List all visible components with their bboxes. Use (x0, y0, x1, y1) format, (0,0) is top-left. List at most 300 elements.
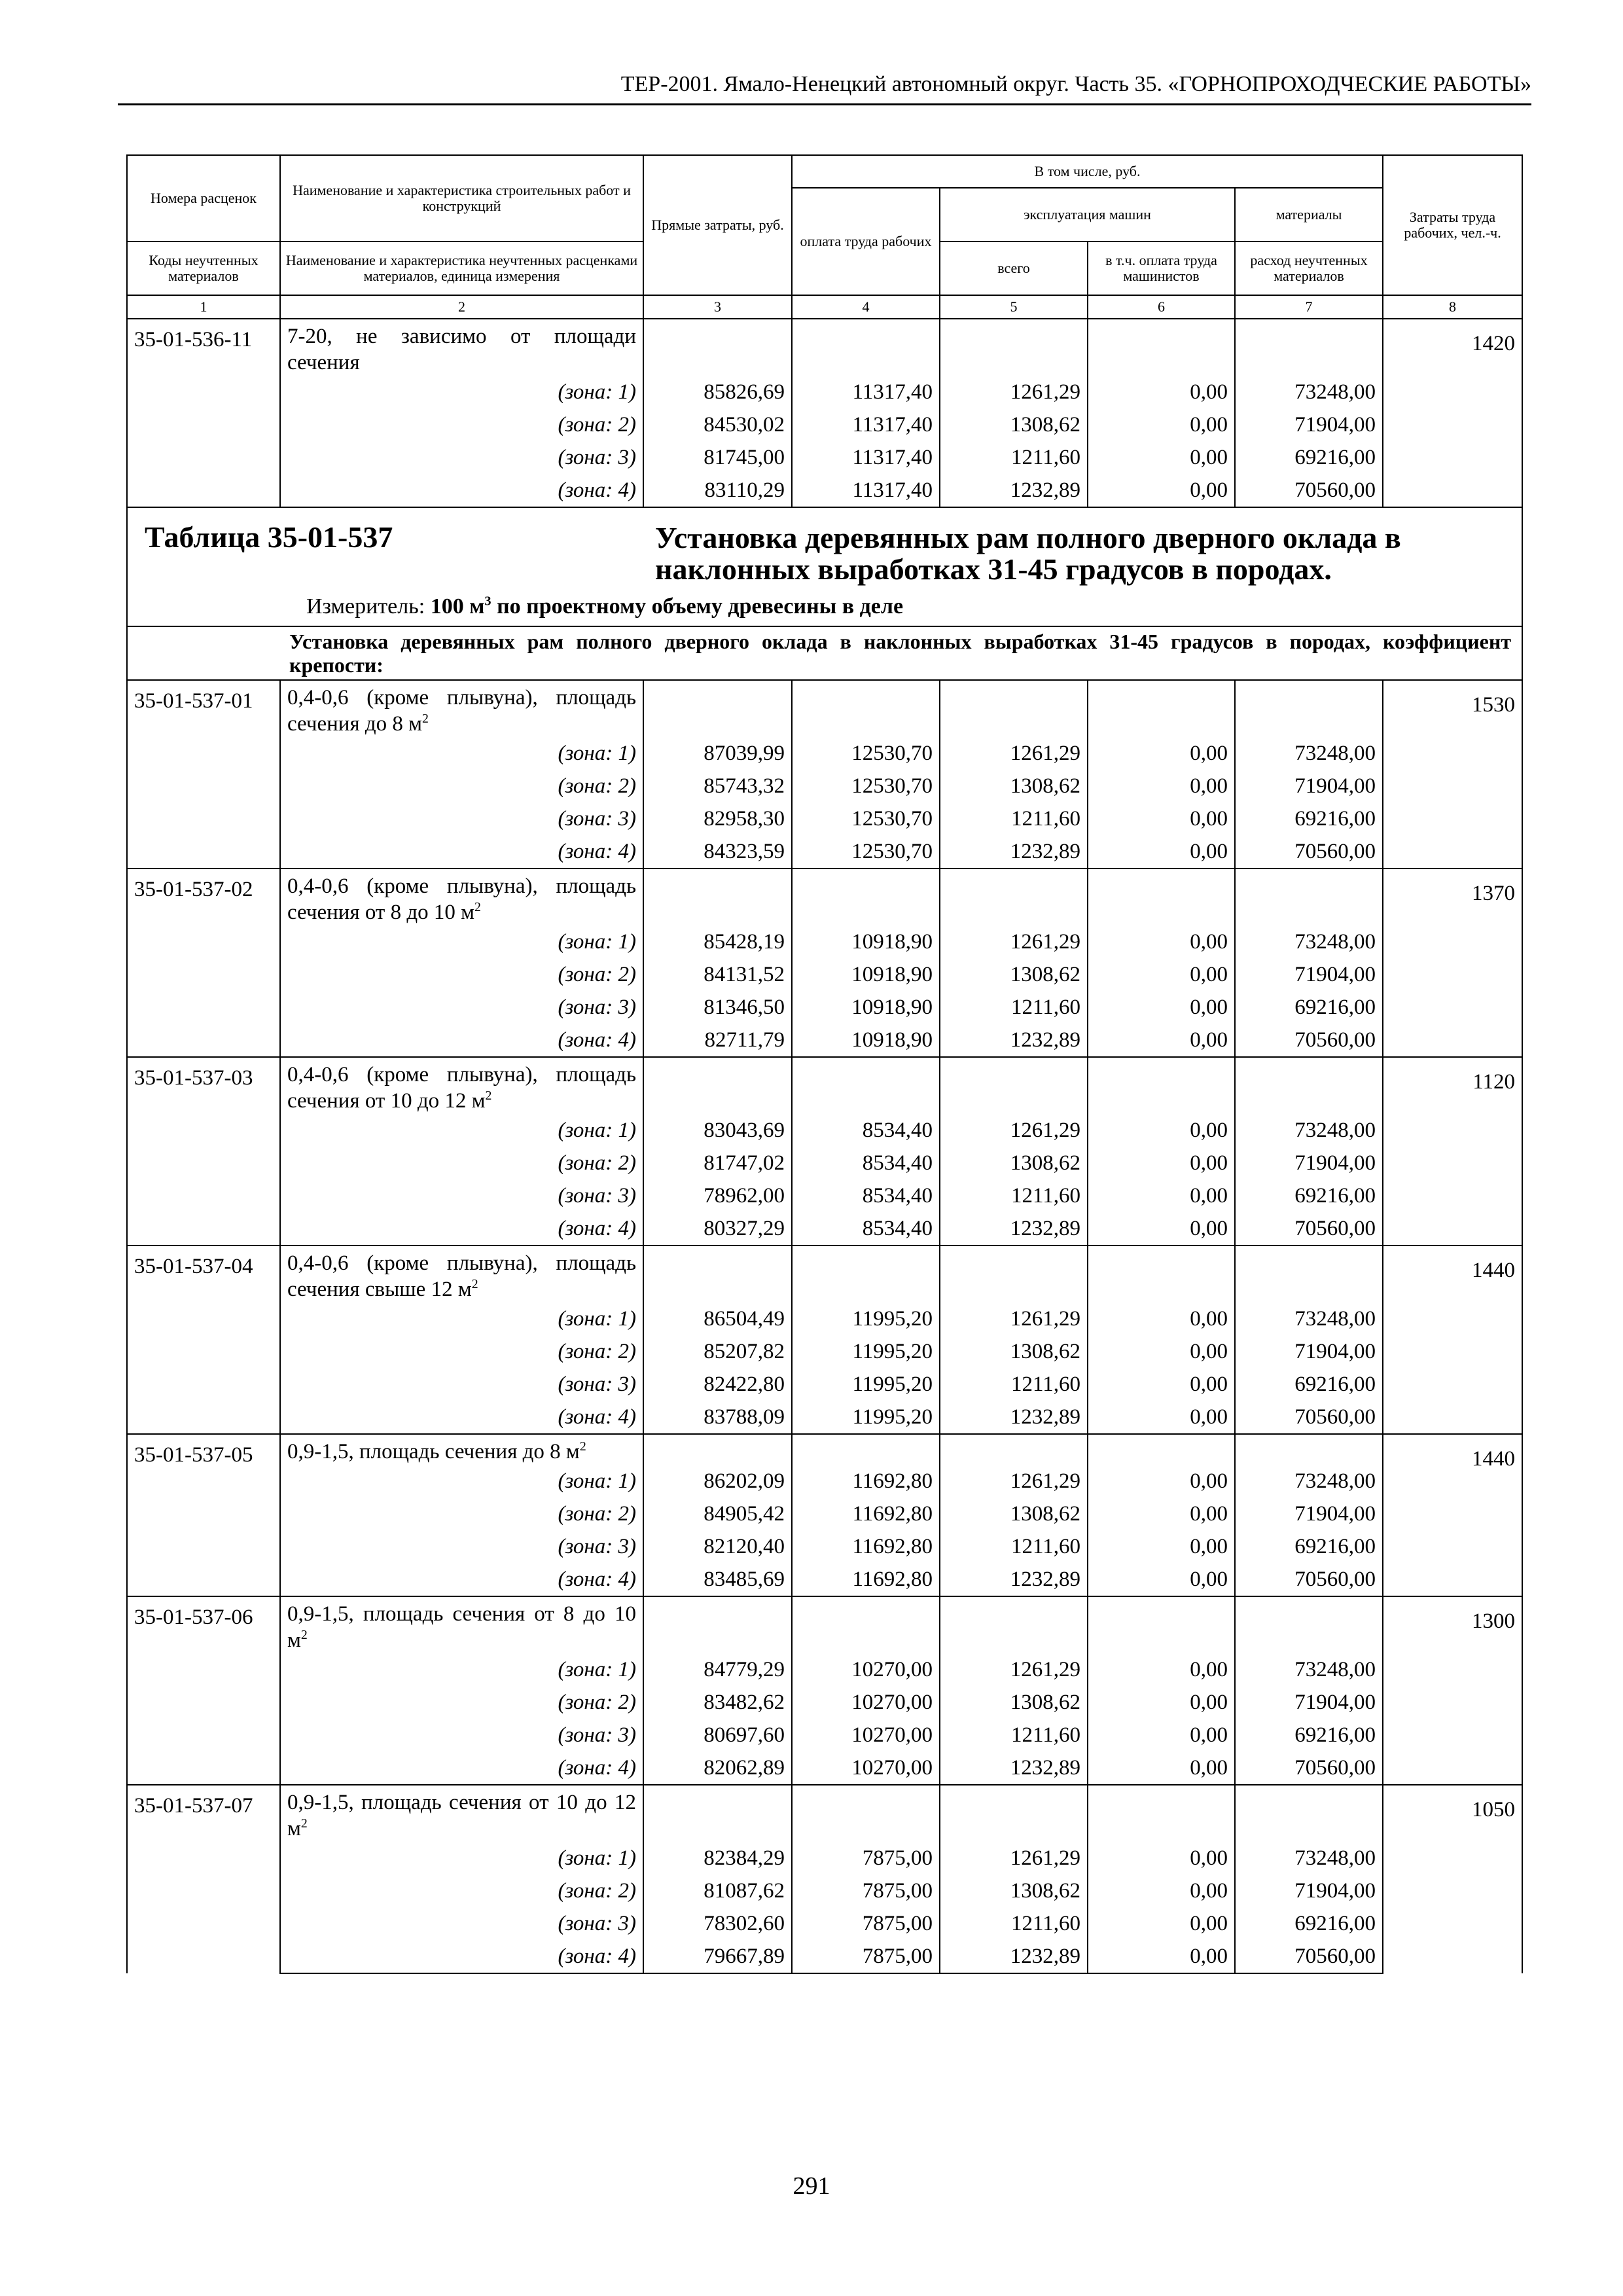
material-use: 69216,00 (1235, 1179, 1383, 1212)
rate-description: 0,9-1,5, площадь сечения до 8 $м^2$ (280, 1434, 643, 1465)
header-rule (118, 103, 1531, 105)
material-use: 70560,00 (1235, 1401, 1383, 1434)
material-use: 70560,00 (1235, 1563, 1383, 1596)
material-use: 69216,00 (1235, 991, 1383, 1024)
direct-cost: 83482,62 (643, 1686, 792, 1719)
materials-cell (1235, 1596, 1383, 1653)
labor-pay: 11317,40 (792, 376, 940, 408)
labor-pay: 11692,80 (792, 1530, 940, 1563)
labor-pay: 11317,40 (792, 441, 940, 474)
zone-row (127, 1874, 1522, 1907)
col-head-material-names: Наименование и характеристика неучтенных расценками материалов, единица измерения (280, 242, 643, 295)
col-head-machinist-pay: в т.ч. оплата труда машинистов (1088, 242, 1235, 295)
labor-pay-cell (792, 319, 940, 376)
machinist-pay: 0,00 (1088, 1907, 1235, 1940)
direct-cost-cell (643, 680, 792, 737)
direct-cost: 83788,09 (643, 1401, 792, 1434)
machinist-pay: 0,00 (1088, 474, 1235, 507)
zone-label: (зона: 3) (280, 441, 643, 474)
running-header: ТЕР-2001. Ямало-Ненецкий автономный округ. Часть 35. «ГОРНОПРОХОДЧЕСКИЕ РАБОТЫ» (620, 72, 1531, 96)
zone-row (127, 1530, 1522, 1563)
zone-row (127, 1147, 1522, 1179)
labor-cost: 1050 (1383, 1785, 1522, 1973)
labor-pay: 8534,40 (792, 1212, 940, 1246)
machinist-pay: 0,00 (1088, 1751, 1235, 1785)
zone-label: (зона: 1) (280, 925, 643, 958)
material-use: 71904,00 (1235, 770, 1383, 802)
zone-row (127, 1114, 1522, 1147)
labor-cost: 1440 (1383, 1246, 1522, 1434)
direct-cost: 78962,00 (643, 1179, 792, 1212)
machinist-pay: 0,00 (1088, 1147, 1235, 1179)
zone-row (127, 835, 1522, 869)
table-row (127, 1596, 1522, 1653)
table-row (127, 1246, 1522, 1302)
machines-cell (940, 869, 1088, 925)
machinist-pay-cell (1088, 1785, 1235, 1842)
materials-cell (1235, 1434, 1383, 1465)
direct-cost: 84323,59 (643, 835, 792, 869)
material-use: 73248,00 (1235, 737, 1383, 770)
zone-row (127, 1653, 1522, 1686)
direct-cost: 82958,30 (643, 802, 792, 835)
zone-row (127, 737, 1522, 770)
direct-cost: 84131,52 (643, 958, 792, 991)
direct-cost: 86504,49 (643, 1302, 792, 1335)
machines-cell (940, 319, 1088, 376)
rate-code: 35-01-537-02 (127, 869, 280, 1057)
machines-total: 1232,89 (940, 1401, 1088, 1434)
page-number: 291 (793, 2172, 830, 2200)
machines-total: 1211,60 (940, 991, 1088, 1024)
zone-label: (зона: 4) (280, 1751, 643, 1785)
table-header (127, 155, 1522, 319)
labor-pay: 11317,40 (792, 474, 940, 507)
labor-pay-cell (792, 680, 940, 737)
zone-label: (зона: 1) (280, 1114, 643, 1147)
machinist-pay: 0,00 (1088, 991, 1235, 1024)
direct-cost-cell (643, 1246, 792, 1302)
measure-rest: по проектному объему древесины в деле (497, 594, 904, 619)
materials-cell (1235, 1246, 1383, 1302)
col-head-including: В том числе, руб. (792, 155, 1383, 188)
machinist-pay: 0,00 (1088, 1498, 1235, 1530)
rate-code: 35-01-537-03 (127, 1057, 280, 1246)
labor-pay: 12530,70 (792, 835, 940, 869)
col-number: 1 (127, 295, 280, 319)
zone-row (127, 408, 1522, 441)
machines-cell (940, 1785, 1088, 1842)
machines-total: 1261,29 (940, 1842, 1088, 1874)
zone-label: (зона: 4) (280, 474, 643, 507)
machines-total: 1232,89 (940, 1212, 1088, 1246)
machines-total: 1232,89 (940, 1751, 1088, 1785)
machinist-pay: 0,00 (1088, 1719, 1235, 1751)
labor-cost: 1120 (1383, 1057, 1522, 1246)
machinist-pay: 0,00 (1088, 1874, 1235, 1907)
table-row (127, 1434, 1522, 1465)
labor-pay-cell (792, 1057, 940, 1114)
machinist-pay-cell (1088, 1596, 1235, 1653)
col-number: 5 (940, 295, 1088, 319)
zone-label: (зона: 4) (280, 835, 643, 869)
zone-label: (зона: 3) (280, 1907, 643, 1940)
machinist-pay: 0,00 (1088, 1335, 1235, 1368)
rate-description: 7-20, не зависимо от площади сечения (280, 319, 643, 376)
table-row (127, 680, 1522, 737)
machines-total: 1308,62 (940, 770, 1088, 802)
machinist-pay: 0,00 (1088, 1563, 1235, 1596)
machinist-pay-cell (1088, 869, 1235, 925)
labor-pay: 8534,40 (792, 1179, 940, 1212)
rate-code: 35-01-537-05 (127, 1434, 280, 1596)
labor-pay-cell (792, 1785, 940, 1842)
machinist-pay: 0,00 (1088, 835, 1235, 869)
machinist-pay-cell (1088, 680, 1235, 737)
table-row (127, 1057, 1522, 1114)
col-head-labor-pay: оплата труда рабочих (792, 188, 940, 295)
machinist-pay: 0,00 (1088, 441, 1235, 474)
zone-row (127, 1179, 1522, 1212)
machines-total: 1232,89 (940, 835, 1088, 869)
machines-total: 1261,29 (940, 1302, 1088, 1335)
rate-code: 35-01-537-04 (127, 1246, 280, 1434)
direct-cost: 81346,50 (643, 991, 792, 1024)
group-title: Установка деревянных рам полного дверного оклада в наклонных выработках 31-45 градусов в породах, коэффициент крепости: (127, 626, 1522, 680)
zone-label: (зона: 1) (280, 737, 643, 770)
measure-line (145, 592, 1505, 622)
labor-pay: 7875,00 (792, 1842, 940, 1874)
labor-pay: 10918,90 (792, 991, 940, 1024)
machines-total: 1308,62 (940, 958, 1088, 991)
zone-row (127, 1907, 1522, 1940)
table-number: Таблица 35-01-537 (145, 520, 393, 554)
material-use: 69216,00 (1235, 1368, 1383, 1401)
measure-value: 100 $м^3$ (430, 594, 491, 619)
col-head-labor-cost: Затраты труда рабочих, чел.-ч. (1383, 155, 1522, 295)
rate-description: 0,4-0,6 (кроме плывуна), площадь сечения от 10 до 12 $м^2$ (280, 1057, 643, 1114)
zone-row (127, 991, 1522, 1024)
table-row (127, 1785, 1522, 1842)
zone-row (127, 376, 1522, 408)
machines-total: 1211,60 (940, 802, 1088, 835)
zone-label: (зона: 2) (280, 1147, 643, 1179)
machines-total: 1261,29 (940, 1114, 1088, 1147)
labor-pay-cell (792, 869, 940, 925)
machines-total: 1261,29 (940, 1653, 1088, 1686)
labor-pay: 10918,90 (792, 1024, 940, 1057)
zone-label: (зона: 3) (280, 1368, 643, 1401)
machinist-pay: 0,00 (1088, 1465, 1235, 1498)
machinist-pay: 0,00 (1088, 1686, 1235, 1719)
machines-total: 1308,62 (940, 1686, 1088, 1719)
col-number: 4 (792, 295, 940, 319)
machines-total: 1232,89 (940, 1024, 1088, 1057)
zone-row (127, 474, 1522, 507)
material-use: 69216,00 (1235, 441, 1383, 474)
direct-cost: 82120,40 (643, 1530, 792, 1563)
material-use: 71904,00 (1235, 1874, 1383, 1907)
labor-pay: 10270,00 (792, 1719, 940, 1751)
rate-description: 0,4-0,6 (кроме плывуна), площадь сечения свыше 12 $м^2$ (280, 1246, 643, 1302)
table-row (127, 869, 1522, 925)
labor-pay: 8534,40 (792, 1147, 940, 1179)
material-use: 69216,00 (1235, 1719, 1383, 1751)
zone-label: (зона: 1) (280, 1842, 643, 1874)
zone-label: (зона: 2) (280, 408, 643, 441)
zone-row (127, 1024, 1522, 1057)
direct-cost: 81747,02 (643, 1147, 792, 1179)
material-use: 70560,00 (1235, 1212, 1383, 1246)
material-use: 73248,00 (1235, 1114, 1383, 1147)
direct-cost: 82422,80 (643, 1368, 792, 1401)
rate-description: 0,4-0,6 (кроме плывуна), площадь сечения от 8 до 10 $м^2$ (280, 869, 643, 925)
rate-code: 35-01-536-11 (127, 319, 280, 507)
zone-label: (зона: 2) (280, 770, 643, 802)
col-head-materials: материалы (1235, 188, 1383, 242)
direct-cost-cell (643, 1434, 792, 1465)
direct-cost: 78302,60 (643, 1907, 792, 1940)
direct-cost: 82062,89 (643, 1751, 792, 1785)
direct-cost: 83110,29 (643, 474, 792, 507)
col-head-material-codes: Коды неучтенных материалов (127, 242, 280, 295)
machines-total: 1308,62 (940, 1874, 1088, 1907)
material-use: 70560,00 (1235, 835, 1383, 869)
labor-pay: 11692,80 (792, 1465, 940, 1498)
direct-cost: 85743,32 (643, 770, 792, 802)
col-number: 3 (643, 295, 792, 319)
material-use: 71904,00 (1235, 958, 1383, 991)
direct-cost: 84905,42 (643, 1498, 792, 1530)
items-before-body (127, 319, 1522, 507)
labor-pay-cell (792, 1596, 940, 1653)
direct-cost-cell (643, 1785, 792, 1842)
material-use: 73248,00 (1235, 376, 1383, 408)
material-use: 73248,00 (1235, 1465, 1383, 1498)
direct-cost: 82384,29 (643, 1842, 792, 1874)
material-use: 71904,00 (1235, 408, 1383, 441)
zone-row (127, 1465, 1522, 1498)
section-title-cell (127, 507, 1522, 626)
col-head-machines-total: всего (940, 242, 1088, 295)
machinist-pay: 0,00 (1088, 1179, 1235, 1212)
zone-label: (зона: 3) (280, 991, 643, 1024)
direct-cost: 81087,62 (643, 1874, 792, 1907)
zone-row (127, 1940, 1522, 1973)
labor-pay: 7875,00 (792, 1940, 940, 1973)
section-header (127, 507, 1522, 680)
direct-cost: 85826,69 (643, 376, 792, 408)
col-number: 7 (1235, 295, 1383, 319)
materials-cell (1235, 680, 1383, 737)
direct-cost: 81745,00 (643, 441, 792, 474)
material-use: 69216,00 (1235, 1530, 1383, 1563)
labor-cost: 1440 (1383, 1434, 1522, 1596)
labor-pay: 12530,70 (792, 802, 940, 835)
labor-pay-cell (792, 1246, 940, 1302)
labor-pay: 8534,40 (792, 1114, 940, 1147)
machinist-pay: 0,00 (1088, 1024, 1235, 1057)
machinist-pay-cell (1088, 1246, 1235, 1302)
zone-row (127, 1563, 1522, 1596)
labor-pay: 11995,20 (792, 1302, 940, 1335)
materials-cell (1235, 1057, 1383, 1114)
machines-total: 1308,62 (940, 408, 1088, 441)
measure-label: Измеритель: (306, 594, 425, 619)
labor-pay: 10918,90 (792, 958, 940, 991)
machines-total: 1211,60 (940, 1179, 1088, 1212)
labor-pay: 10918,90 (792, 925, 940, 958)
direct-cost: 83043,69 (643, 1114, 792, 1147)
machines-total: 1211,60 (940, 1530, 1088, 1563)
machines-total: 1211,60 (940, 1719, 1088, 1751)
direct-cost: 79667,89 (643, 1940, 792, 1973)
labor-pay: 11692,80 (792, 1563, 940, 1596)
col-number: 2 (280, 295, 643, 319)
zone-row (127, 1686, 1522, 1719)
zone-row (127, 1302, 1522, 1335)
zone-row (127, 1842, 1522, 1874)
labor-pay: 11995,20 (792, 1335, 940, 1368)
labor-pay: 11995,20 (792, 1401, 940, 1434)
machinist-pay: 0,00 (1088, 1653, 1235, 1686)
zone-label: (зона: 3) (280, 802, 643, 835)
machines-total: 1211,60 (940, 441, 1088, 474)
labor-pay: 7875,00 (792, 1874, 940, 1907)
labor-cost: 1300 (1383, 1596, 1522, 1785)
zone-row (127, 1719, 1522, 1751)
col-head-rate-numbers: Номера расценок (127, 155, 280, 242)
material-use: 73248,00 (1235, 1653, 1383, 1686)
rate-code: 35-01-537-07 (127, 1785, 280, 1973)
materials-cell (1235, 1785, 1383, 1842)
materials-cell (1235, 319, 1383, 376)
machinist-pay: 0,00 (1088, 1114, 1235, 1147)
direct-cost: 83485,69 (643, 1563, 792, 1596)
zone-row (127, 1212, 1522, 1246)
zone-label: (зона: 4) (280, 1563, 643, 1596)
zone-label: (зона: 3) (280, 1179, 643, 1212)
material-use: 69216,00 (1235, 802, 1383, 835)
col-number: 8 (1383, 295, 1522, 319)
machines-total: 1308,62 (940, 1335, 1088, 1368)
materials-cell (1235, 869, 1383, 925)
machinist-pay: 0,00 (1088, 376, 1235, 408)
rate-code: 35-01-537-01 (127, 680, 280, 869)
material-use: 73248,00 (1235, 1842, 1383, 1874)
zone-row (127, 925, 1522, 958)
machines-total: 1211,60 (940, 1907, 1088, 1940)
zone-label: (зона: 2) (280, 1498, 643, 1530)
col-head-work-name: Наименование и характеристика строительных работ и конструкций (280, 155, 643, 242)
direct-cost-cell (643, 1057, 792, 1114)
zone-label: (зона: 1) (280, 1302, 643, 1335)
zone-label: (зона: 3) (280, 1530, 643, 1563)
zone-label: (зона: 1) (280, 1465, 643, 1498)
rates-table (126, 154, 1523, 1974)
labor-pay: 11317,40 (792, 408, 940, 441)
material-use: 70560,00 (1235, 1024, 1383, 1057)
machines-total: 1211,60 (940, 1368, 1088, 1401)
zone-row (127, 1401, 1522, 1434)
labor-pay: 10270,00 (792, 1751, 940, 1785)
machinist-pay: 0,00 (1088, 408, 1235, 441)
labor-pay: 12530,70 (792, 770, 940, 802)
zone-label: (зона: 4) (280, 1401, 643, 1434)
material-use: 73248,00 (1235, 925, 1383, 958)
table-title: Установка деревянных рам полного дверного оклада в наклонных выработках 31-45 градусов в породах. (655, 521, 1401, 586)
labor-pay: 11692,80 (792, 1498, 940, 1530)
direct-cost-cell (643, 319, 792, 376)
col-head-material-use: расход неучтенных материалов (1235, 242, 1383, 295)
machinist-pay: 0,00 (1088, 770, 1235, 802)
direct-cost: 84779,29 (643, 1653, 792, 1686)
machines-total: 1308,62 (940, 1498, 1088, 1530)
direct-cost-cell (643, 1596, 792, 1653)
direct-cost: 84530,02 (643, 408, 792, 441)
zone-label: (зона: 2) (280, 1335, 643, 1368)
direct-cost: 85428,19 (643, 925, 792, 958)
material-use: 71904,00 (1235, 1686, 1383, 1719)
machines-total: 1232,89 (940, 474, 1088, 507)
zone-row (127, 958, 1522, 991)
zone-row (127, 770, 1522, 802)
machinist-pay: 0,00 (1088, 1212, 1235, 1246)
machinist-pay-cell (1088, 319, 1235, 376)
machinist-pay: 0,00 (1088, 1842, 1235, 1874)
rate-description: 0,9-1,5, площадь сечения от 8 до 10 $м^2$ (280, 1596, 643, 1653)
labor-cost: 1420 (1383, 319, 1522, 507)
labor-pay: 11995,20 (792, 1368, 940, 1401)
machinist-pay: 0,00 (1088, 1401, 1235, 1434)
material-use: 70560,00 (1235, 1751, 1383, 1785)
machines-total: 1232,89 (940, 1940, 1088, 1973)
machines-cell (940, 1434, 1088, 1465)
zone-row (127, 1335, 1522, 1368)
zone-label: (зона: 2) (280, 1686, 643, 1719)
machines-total: 1261,29 (940, 925, 1088, 958)
machinist-pay: 0,00 (1088, 1302, 1235, 1335)
zone-label: (зона: 2) (280, 958, 643, 991)
direct-cost: 80327,29 (643, 1212, 792, 1246)
zone-row (127, 802, 1522, 835)
machinist-pay: 0,00 (1088, 958, 1235, 991)
machines-total: 1261,29 (940, 737, 1088, 770)
machines-total: 1261,29 (940, 1465, 1088, 1498)
machinist-pay: 0,00 (1088, 737, 1235, 770)
labor-pay: 12530,70 (792, 737, 940, 770)
labor-pay: 10270,00 (792, 1653, 940, 1686)
machinist-pay: 0,00 (1088, 1368, 1235, 1401)
zone-label: (зона: 4) (280, 1024, 643, 1057)
machines-cell (940, 1596, 1088, 1653)
machinist-pay: 0,00 (1088, 1940, 1235, 1973)
col-head-machines: эксплуатация машин (940, 188, 1235, 242)
zone-row (127, 1751, 1522, 1785)
material-use: 71904,00 (1235, 1147, 1383, 1179)
zone-row (127, 1368, 1522, 1401)
machines-total: 1261,29 (940, 376, 1088, 408)
material-use: 73248,00 (1235, 1302, 1383, 1335)
direct-cost: 86202,09 (643, 1465, 792, 1498)
machinist-pay: 0,00 (1088, 1530, 1235, 1563)
machinist-pay: 0,00 (1088, 802, 1235, 835)
direct-cost: 87039,99 (643, 737, 792, 770)
labor-cost: 1530 (1383, 680, 1522, 869)
machinist-pay-cell (1088, 1057, 1235, 1114)
zone-label: (зона: 1) (280, 1653, 643, 1686)
material-use: 71904,00 (1235, 1335, 1383, 1368)
